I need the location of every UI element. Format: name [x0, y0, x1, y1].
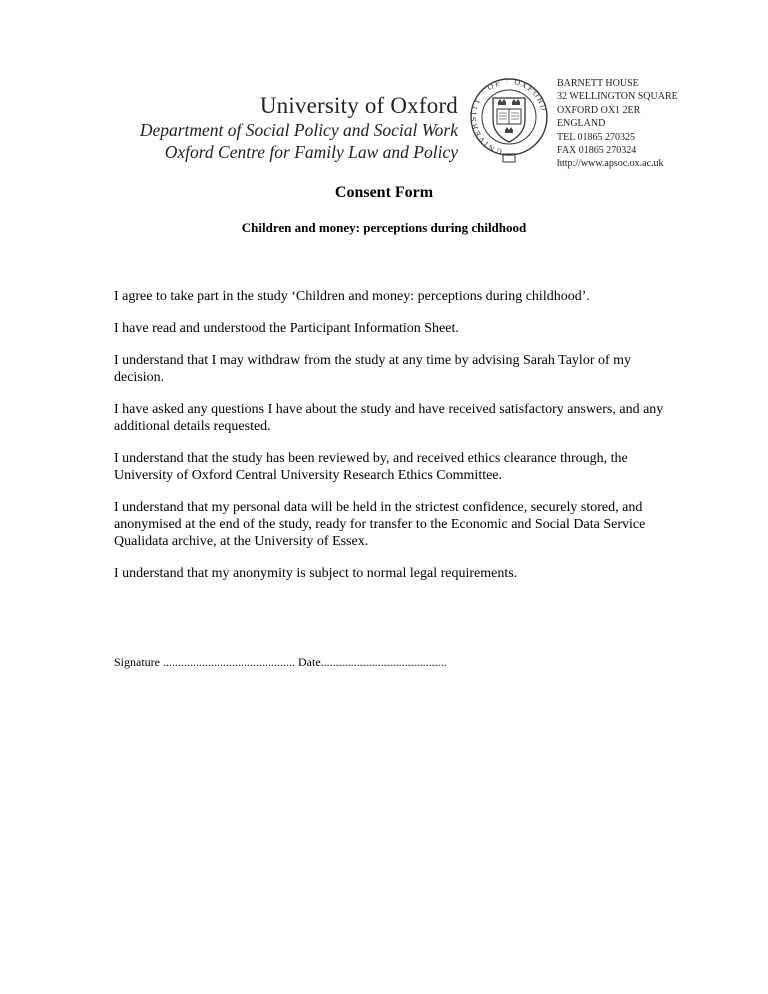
university-name: University of Oxford — [259, 93, 458, 118]
address-line: 32 WELLINGTON SQUARE — [557, 91, 678, 103]
form-title: Consent Form — [334, 184, 434, 201]
study-title: Children and money: perceptions during childhood — [241, 220, 527, 235]
consent-statement: I understand that I may withdraw from the study at any time by advising Sarah Taylor of my decision. — [114, 353, 632, 385]
website-link[interactable]: http://www.apsoc.ox.ac.uk — [557, 158, 664, 170]
centre-name: Oxford Centre for Family Law and Policy — [164, 142, 458, 162]
letterhead-names — [140, 92, 458, 163]
oxford-crest-icon — [468, 74, 550, 164]
department-name: Department of Social Policy and Social Work — [139, 120, 458, 140]
consent-statement: I understand that the study has been reviewed by, and received ethics clearance through, the University of Oxford Central University Research Ethics Committee. — [114, 451, 628, 483]
consent-statement: I have asked any questions I have about the study and have received satisfactory answers, and any additional details requested. — [114, 402, 664, 434]
consent-statement: I understand that my anonymity is subject to normal legal requirements. — [114, 566, 518, 581]
fax: FAX 01865 270324 — [557, 145, 637, 157]
consent-statements — [114, 288, 674, 597]
date-field[interactable]: Date.......................................... — [298, 655, 447, 669]
address-block — [557, 77, 678, 171]
signature-date-line — [114, 655, 447, 670]
address-line: OXFORD OX1 2ER — [557, 104, 641, 116]
address-line: ENGLAND — [557, 118, 606, 130]
signature-field[interactable]: Signature ............................................ — [114, 655, 295, 669]
consent-statement: I understand that my personal data will be held in the strictest confidence, securely stored, and anonymised at the end of the study, ready for transfer to the Economic and Social Data Service Qualidata archive, at the University of Essex. — [114, 500, 646, 549]
svg-text:UNIVERSITY · OF · OXFORD: UNIVERSITY · OF · OXFORD — [468, 76, 549, 157]
consent-statement: I agree to take part in the study ‘Children and money: perceptions during childhood’. — [114, 289, 590, 304]
telephone: TEL 01865 270325 — [557, 131, 635, 143]
consent-statement: I have read and understood the Participant Information Sheet. — [114, 321, 459, 336]
address-line: BARNETT HOUSE — [557, 78, 639, 89]
